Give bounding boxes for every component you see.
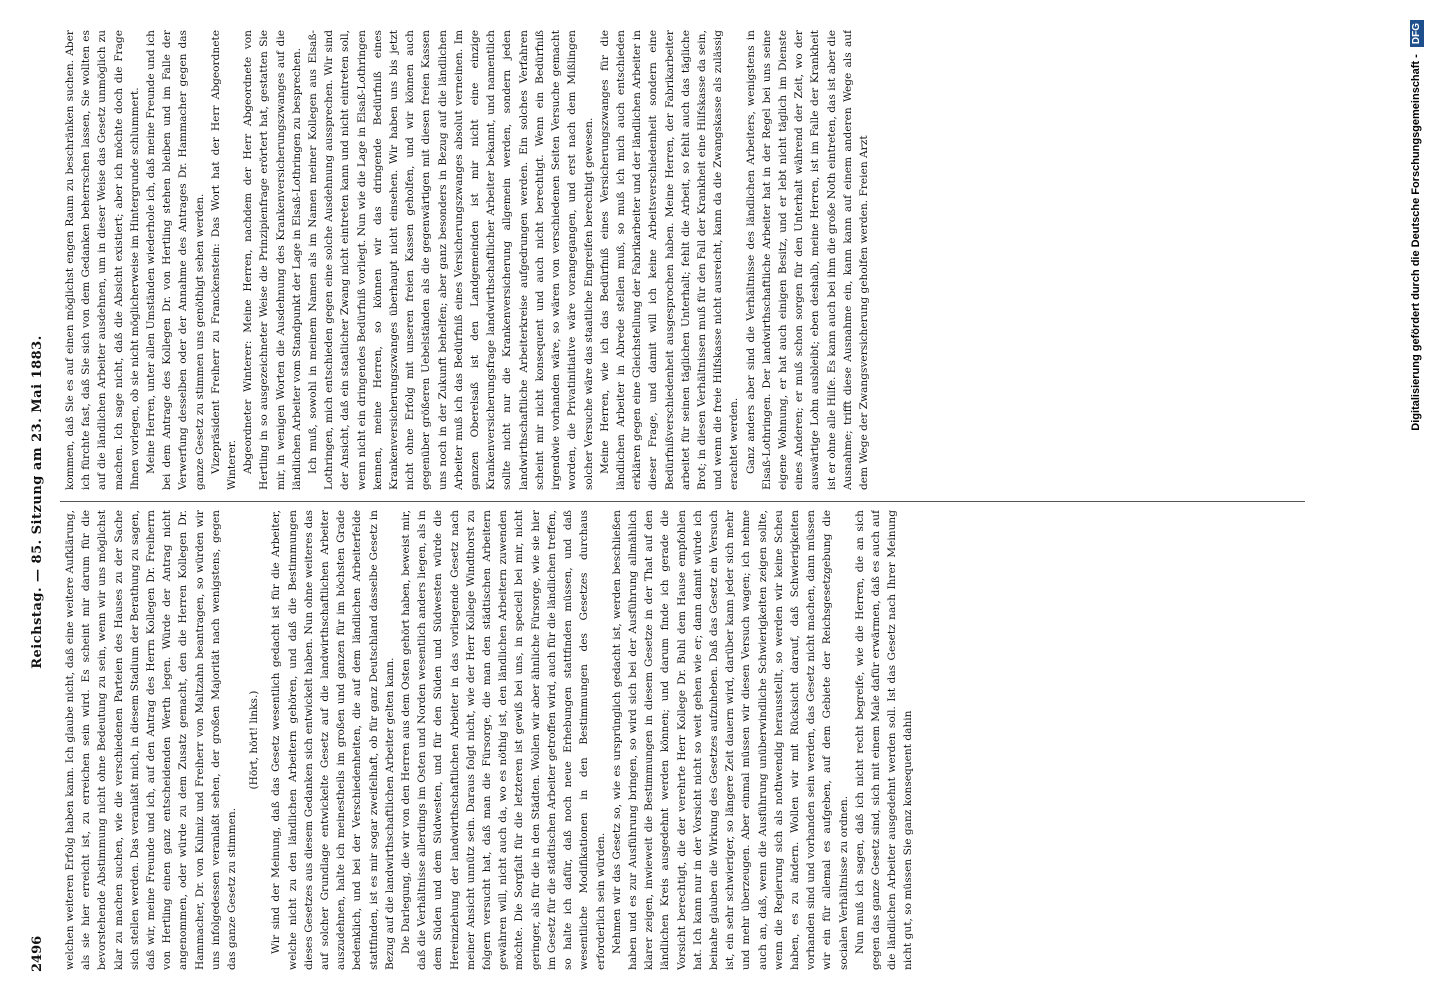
right-paragraph: Meine Herren, wie ich das Bedürfniß eines Versicherungszwanges für die ländlichen Arbeiter in Abrede stellen muß, so muß ich mich auch entschieden erklären gegen eine Gleichstellung der Fabrikarbeiter und der ländlichen Arbeiter in dieser Frage, und damit will ich keine Arbeitsverschiedenheit sondern eine Bedürfnißverschiedenheit ausgesprochen haben. Meine Herren, der Fabrikarbeiter arbeitet für seinen täglichen Unterhalt; fehlt die Arbeit, so fehlt auch das tägliche Brot; in diesen Verhältnissen muß für den Fall der Krankheit eine Hilfskasse da sein, und wenn die freie Hilfskasse nicht ausreicht, kann da die Zwangskasse als zulässig erachtet werden.: [598, 30, 741, 490]
left-column: [62, 510, 1302, 970]
right-column: [62, 30, 1302, 490]
left-paragraph: Wir sind der Meinung, daß das Gesetz wesentlich gedacht ist für die Arbeiter, welche nicht zu den ländlichen Arbeitern gehören, und daß die Bestimmungen dieses Gesetzes aus diesem Gedanken sich entwickelt haben. Nun ohne weiteres das auf solcher Grundlage entwickelte Gesetz auf die landwirthschaftlichen Arbeiter auszudehnen, halte ich meinestheils im großen und ganzen für im höchsten Grade bedenklich, und bei der Verschiedenheiten, die auf dem ländlichen Arbeiterfelde stattfinden, ist es mir sogar zweifelhaft, ob für ganz Deutschland dasselbe Gesetz in Bezug auf die landwirthschaftlichen Arbeiter gelten kann.: [270, 510, 396, 970]
column-divider: [60, 501, 1305, 502]
right-paragraph: Abgeordneter Winterer: Meine Herren, nachdem der Herr Abgeordnete von Hertling in so ausgezeichneter Weise die Prinzipienfrage erörtert hat, gestatten Sie mir, in wenigen Worten die Ausdehnung des Krankenversicherungszwanges auf die ländlichen Arbeiter vom Standpunkt der Lage in Elsaß-Lothringen zu besprechen.: [242, 30, 303, 490]
right-paragraph: Meine Herren, unter allen Umständen wiederhole ich, daß meine Freunde und ich bei dem Antrage des Kollegen Dr. von Hertling stehen bleiben und im Falle der Verwerfung desselben oder der Annahme des Antrages Dr. Hammacher gegen das ganze Gesetz zu stimmen uns genöthigt sehen werden.: [145, 30, 206, 490]
page-header: [28, 32, 52, 972]
running-title: Reichstag. — 85. Sitzung am 23. Mai 1883.: [30, 335, 45, 669]
left-paragraph: Die Darlegung, die wir von den Herren aus dem Osten gehört haben, beweist mir, daß die Verhältnisse allerdings im Osten und Norden wesentlich anders liegen, als in dem Süden und dem Südwesten, und für den Süden und Südwesten würde die Hereinziehung der landwirthschaftlichen Arbeiter in das vorliegende Gesetz nach meiner Ansicht unnütz sein. Daraus folgt nicht, wie der Herr Kollege Windthorst zu folgern versucht hat, daß man die Fürsorge, die man den städtischen Arbeitern gewähren will, nicht auch da, wo es nöthig ist, den ländlichen Arbeitern zuwenden möchte. Die Sorgfalt für die letzteren ist gewiß bei uns, in speciell bei mir, nicht geringer, als für die in den Städten. Wollen wir aber ähnliche Fürsorge, wie sie hier im Gesetz für die städtischen Arbeiter getroffen wird, auch für die ländlichen treffen, so halte ich dafür, daß noch neue Erhebungen stattfinden müssen, und daß wesentliche Modifikationen in den Bestimmungen des Gesetzes durchaus erforderlich sein würden.: [400, 510, 607, 970]
right-paragraph: kommen, daß Sie es auf einen möglichst engen Raum zu beschränken suchen. Aber ich fürchte fast, daß Sie sich von dem Gedanken beherrschen lassen, Sie wollten es auf die ländlichen Arbeiter ausdehnen, um in dieser Weise das Gesetz unmöglich zu machen. Ich sage nicht, daß die Absicht existiert; aber ich möchte doch die Frage Ihnen vorlegen, ob sie nicht möglicherweise im Hintergrunde schlummert.: [64, 30, 141, 490]
speaker-announcement: Vizepräsident Freiherr zu Franckenstein: Das Wort hat der Herr Abgeordnete Winterer.: [209, 30, 239, 490]
digitization-credit-strip: [1400, 0, 1432, 1000]
dfg-logo: DFG: [1410, 20, 1424, 47]
left-paragraph: Nun muß ich sagen, daß ich nicht recht begreife, wie die Herren, die an sich gegen das ganze Gesetz sind, sich mit einem Male dafür erwärmen, daß es auch auf die ländlichen Arbeiter ausgedehnt werden soll. Ist das Gesetz nach Ihrer Meinung nicht gut, so müssen Sie ganz konsequent dahin: [853, 510, 915, 970]
right-paragraph: Ganz anders aber sind die Verhältnisse des ländlichen Arbeiters, wenigstens in Elsaß-Lothringen. Der landwirthschaftliche Arbeiter hat in der Regel bei uns seine eigene Wohnung, er hat auch einigen Besitz, und er lebt nicht täglich im Dienste eines Anderen; er muß schon sorgen für den Unterhalt während der Zeit, wo der auswärtige Lohn ausbleibt; eben deshalb, meine Herren, ist im Falle der Krankheit ist er ohne alle Hilfe. Es kann auch bei ihm die große Noth eintreten, das ist aber die Ausnahme; trifft diese Ausnahme ein, kann kann auf einem anderen Wege als auf dem Wege der Zwangsversicherung geholfen werden. Freien Arzt: [744, 30, 870, 490]
left-paragraph: Nehmen wir das Gesetz so, wie es ursprünglich gedacht ist, werden beschließen haben und es zur Ausführung bringen, so wird sich bei der Ausführung allmählich klarer zeigen, inwieweit die Bestimmungen in diesem Gesetze in der That auf den ländlichen Kreis ausgedehnt werden können; und darum finde ich gerade die Vorsicht berechtigt, die der verehrte Herr Kollege Dr. Buhl dem Hause empfohlen hat. Ich kann nur in der Vorsicht nicht so weit gehen wie er; dann damit würde ich beinahe glauben die Wirkung des Gesetzes aufzuheben. Daß das Gesetz ein Versuch ist, ein sehr schwieriger, so längere Zeit dauern wird, darüber kann jeder sich mehr und mehr überzeugen. Aber einmal müssen wir diesen Versuch wagen; ich nehme auch an, daß, wenn die Ausführung unüberwindliche Schwierigkeiten zeigen sollte, wenn die Regierung sich als nothwendig herausstellt, so werden wir keine Scheu haben, es zu ändern. Wollen wir mit Rücksicht darauf, daß Schwierigkeiten vorhanden sind und vorhanden sein werden, das Gesetz nicht machen, dann müssen wir ein für allemal es aufgeben, auf dem Gebiete der Reichsgesetzgebung die socialen Verhältnisse zu ordnen.: [610, 510, 850, 970]
digitization-credit: [1406, 0, 1432, 1000]
right-paragraph: Ich muß, sowohl in meinem Namen als im Namen meiner Kollegen aus Elsaß-Lothringen, mich entschieden gegen eine solche Ausdehnung aussprechen. Wir sind der Ansicht, daß ein staatlicher Zwang nicht eintreten kann und nicht eintreten soll, wenn nicht ein dringendes Bedürfniß vorliegt. Nun wie die Lage in Elsaß-Lothringen kennen, meine Herren, so können wir das dringende Bedürfniß eines Krankenversicherungszwanges überhaupt nicht einsehen. Wir haben uns bis jetzt nicht ohne Erfolg mit unseren freien Kassen geholfen, und wir können auch gegenüber größeren Uebelständen als die gegenwärtigen mit diesen freien Kassen uns noch in der Zukunft behelfen; aber ganz besonders in Bezug auf die ländlichen Arbeiter muß ich das Bedürfniß eines Versicherungszwanges absolut verneinen. Im ganzen Oberelsaß ist den Landgemeinden ist mir nicht eine einzige Krankenversicherungsfrage landwirthschaftlicher Arbeiter bekannt, und namentlich sollte nicht nur die Krankenversicherung allgemein werden, sondern jeden landwirthschaftliche Arbeiterkreise aufgedrungen werden. Ein solches Verfahren scheint mir nicht konsequent und auch nicht berechtigt. Wenn ein Bedürfniß irgendwie vorhanden wäre, so wären von verschiedenen Seiten Versuche gemacht worden, die Privatinitiative wäre vorangegangen, und erst nach dem Mißlingen solcher Versuche wäre das staatliche Eingreifen berechtigt gewesen.: [307, 30, 595, 490]
left-paragraph: welchen weiteren Erfolg haben kann. Ich glaube nicht, daß eine weitere Aufklärung, als sie hier erreicht ist, zu erreichen sein wird. Es scheint mir darum für die bevorstehende Abstimmung nicht ohne Bedeutung zu sein, wenn wir uns möglichst klar zu machen suchen, wie die verschiedenen Parteien des Hauses zu der Sache sich stellen werden. Das veranlaßt mich, in diesem Stadium der Berathung zu sagen, daß wir, meine Freunde und ich, auf den Antrag des Herrn Kollegen Dr. Freiherrn von Hertling einen ganz entscheidenden Werth legen. Würde der Antrag nicht angenommen, oder würde zu dem Zusatz gemacht, den die Herren Kollegen Dr. Hammacher, Dr. von Kulmiz und Freiherr von Maltzahn beantragen, so würden wir uns infolgedessen veranlaßt sehen, der großen Majorität nach wenigstens, gegen das ganze Gesetz zu stimmen.: [64, 510, 239, 970]
credit-text: Digitalisierung gefördert durch die Deutsche Forschungsgemeinschaft -: [1410, 54, 1422, 431]
page-number: 2496: [30, 935, 45, 972]
interjection: (Hört, hört! links.): [248, 690, 261, 790]
